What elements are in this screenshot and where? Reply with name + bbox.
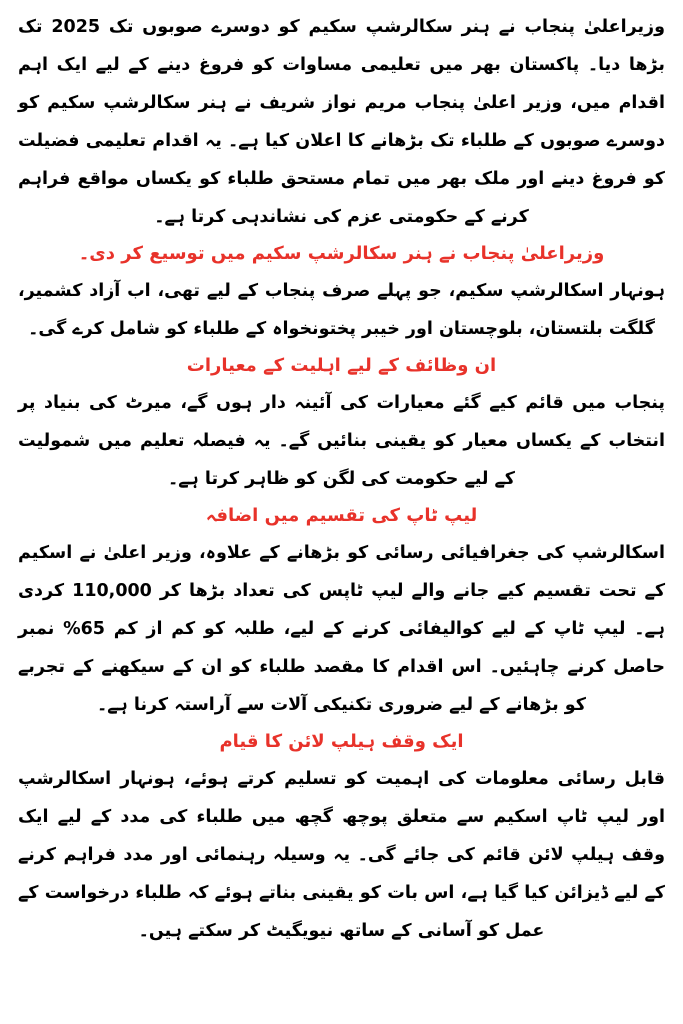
paragraph-eligibility-criteria: پنجاب میں قائم کیے گئے معیارات کی آئینہ دار ہوں گے، میرٹ کی بنیاد پر انتخاب کے یکساں معیار کو یقینی بنائیں گے۔ یہ فیصلہ تعلیم میں شمولیت کے لیے حکومت کی لگن کو ظاہر کرتا ہے۔ [18,393,665,489]
heading-laptop-distribution: لیپ ٹاپ کی تقسیم میں اضافہ [205,505,478,526]
heading-helpline: ایک وقف ہیلپ لائن کا قیام [219,731,464,752]
heading-eligibility-criteria: ان وظائف کے لیے اہلیت کے معیارات [186,355,497,376]
heading-scheme-extension: وزیراعلیٰ پنجاب نے ہنر سکالرشپ سکیم میں توسیع کر دی۔ [78,243,605,264]
paragraph-helpline: قابل رسائی معلومات کی اہمیت کو تسلیم کرتے ہوئے، ہونہار اسکالرشپ اور لیپ ٹاپ اسکیم سے متعلق پوچھ گچھ میں طلباء کی مدد کے لیے ایک وقف ہیلپ لائن قائم کی جائے گی۔ یہ وسیلہ رہنمائی اور مدد فراہم کرنے کے لیے ڈیزائن کیا گیا ہے، اس بات کو یقینی بناتے ہوئے کہ طلباء درخواست کے عمل کو آسانی کے ساتھ نیویگیٹ کر سکتے ہیں۔ [18,769,665,941]
intro-paragraph: وزیراعلیٰ پنجاب نے ہنر سکالرشپ سکیم کو دوسرے صوبوں تک 2025 تک بڑھا دیا۔ پاکستان بھر میں تعلیمی مساوات کو فروغ دینے کے لیے ایک اہم اقدام میں، وزیر اعلیٰ پنجاب مریم نواز شریف نے ہنر سکالرشپ سکیم کو دوسرے صوبوں کے طلباء تک بڑھانے کا اعلان کیا ہے۔ یہ اقدام تعلیمی فضیلت کو فروغ دینے اور ملک بھر میں تمام مستحق طلباء کو یکساں مواقع فراہم کرنے کے حکومتی عزم کی نشاندہی کرتا ہے۔ [18,17,665,227]
paragraph-scheme-extension: ہونہار اسکالرشپ سکیم، جو پہلے صرف پنجاب کے لیے تھی، اب آزاد کشمیر، گلگت بلتستان، بلوچستان اور خیبر پختونخواہ کے طلباء کو شامل کرے گی۔ [18,281,665,339]
paragraph-laptop-distribution: اسکالرشپ کی جغرافیائی رسائی کو بڑھانے کے علاوہ، وزیر اعلیٰ نے اسکیم کے تحت تقسیم کیے جانے والے لیپ ٹاپس کی تعداد بڑھا کر 110,000 کردی ہے۔ لیپ ٹاپ کے لیے کوالیفائی کرنے کے لیے، طلبہ کو کم از کم 65% نمبر حاصل کرنے چاہئیں۔ اس اقدام کا مقصد طلباء کو ان کے سیکھنے کے تجربے کو بڑھانے کے لیے ضروری تکنیکی آلات سے آراستہ کرنا ہے۔ [18,543,665,715]
